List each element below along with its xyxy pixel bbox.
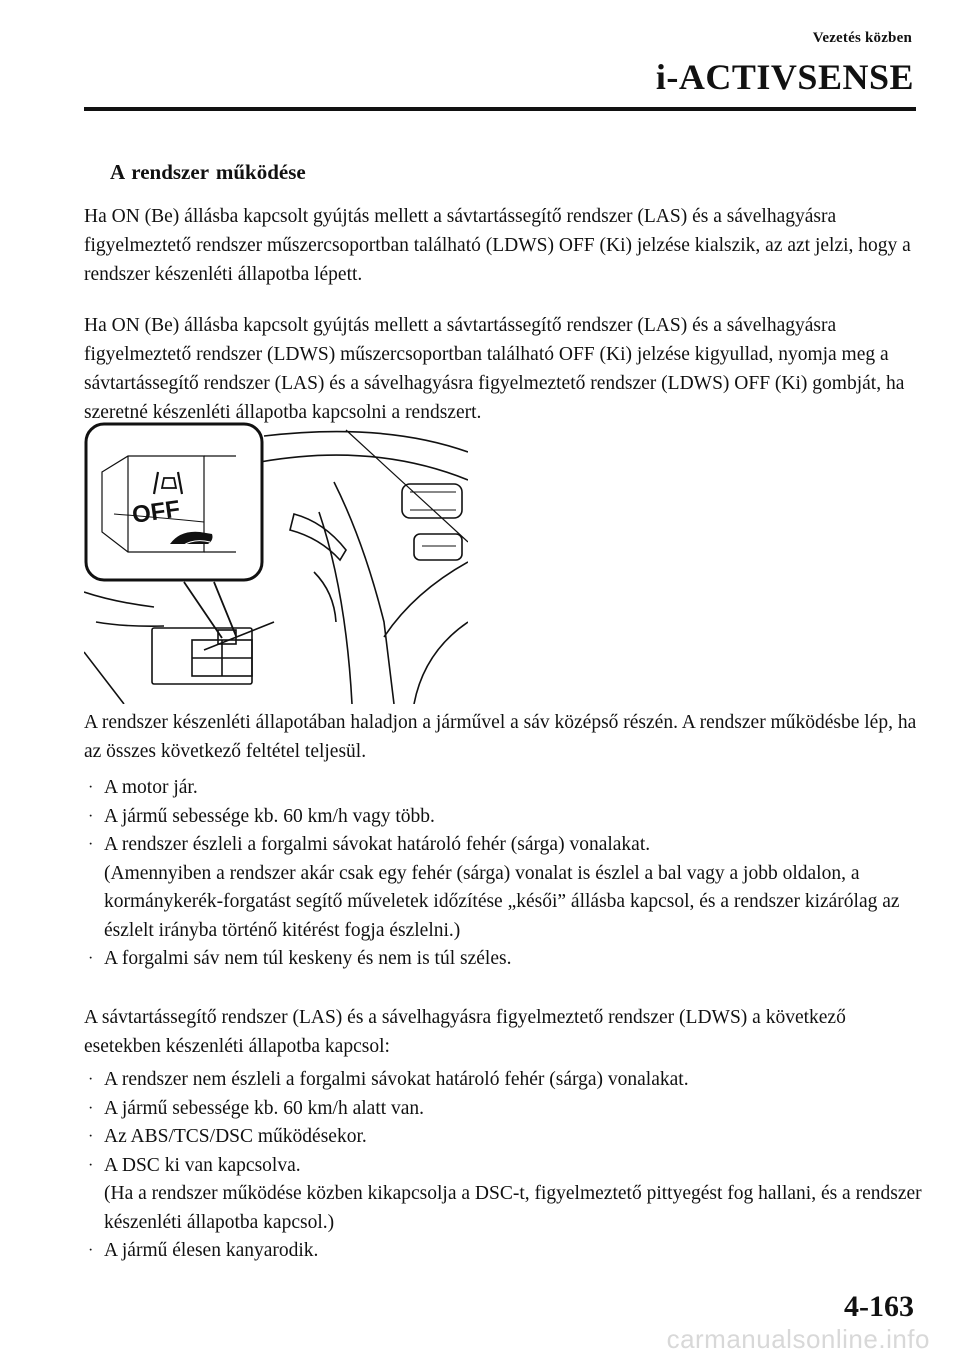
list-item-text: A jármű sebessége kb. 60 km/h vagy több.	[104, 805, 435, 827]
list-item	[84, 1095, 924, 1124]
bullet: ·	[88, 836, 94, 853]
list-item	[84, 803, 924, 832]
list-item	[84, 831, 924, 945]
bullet: ·	[88, 1071, 94, 1088]
list-item-text: A motor jár.	[104, 777, 198, 798]
paragraph-standby-indicator: Ha ON (Be) állásba kapcsolt gyújtás mellett a sávtartássegítő rendszer (LAS) és a sávelhagyásra figyelmeztető rendszer műszercsoportban található (LDWS) OFF (Ki) jelzése kialszik, az azt jelzi, hogy a rendszer készenléti állapotba lépett.	[84, 206, 911, 285]
list-item	[84, 945, 924, 974]
standby-cases-list	[84, 1066, 924, 1266]
paragraph-activation-conditions: A rendszer készenléti állapotában haladjon a járművel a sáv középső részén. A rendszer működésbe lép, ha az összes következő feltétel teljesül.	[84, 712, 917, 762]
list-item-text: A rendszer nem észleli a forgalmi sávokat határoló fehér (sárga) vonalakat.	[104, 1069, 689, 1090]
list-item-text: A DSC ki van kapcsolva.	[104, 1154, 301, 1176]
list-item-text: Az ABS/TCS/DSC működésekor.	[104, 1126, 367, 1147]
paragraph-off-switch: Ha ON (Be) állásba kapcsolt gyújtás mellett a sávtartássegítő rendszer (LAS) és a sávelhagyásra figyelmeztető rendszer (LDWS) műszercsoportban található OFF (Ki) jelzése kigyullad, nyomja meg a sávtartássegítő rendszer (LAS) és a sávelhagyásra figyelmeztető rendszer (LDWS) OFF (Ki) gombját, ha szeretné készenléti állapotba kapcsolni a rendszert.	[84, 315, 905, 423]
bullet: ·	[88, 1128, 94, 1145]
list-item	[84, 1152, 924, 1238]
watermark: carmanualsonline.info	[666, 1324, 930, 1354]
list-item-text: A rendszer észleli a forgalmi sávokat határoló fehér (sárga) vonalakat.	[104, 834, 651, 855]
list-item-text: A jármű sebessége kb. 60 km/h alatt van.	[104, 1097, 425, 1119]
list-item-text: A forgalmi sáv nem túl keskeny és nem is túl széles.	[104, 948, 512, 969]
list-item-text: A jármű élesen kanyarodik.	[104, 1240, 319, 1261]
paragraph-standby-cases: A sávtartássegítő rendszer (LAS) és a sávelhagyásra figyelmeztető rendszer (LDWS) a következő esetekben készenléti állapotba kapcsol:	[84, 1007, 846, 1057]
bullet: ·	[88, 1156, 94, 1174]
chapter-title: i-ACTIVSENSE	[655, 57, 914, 97]
bullet: ·	[88, 1242, 94, 1259]
section-title: Vezetés közben	[812, 30, 912, 46]
header-divider	[84, 107, 916, 111]
bullet: ·	[88, 807, 94, 825]
list-item	[84, 1066, 924, 1095]
off-button-label: OFF	[130, 495, 182, 529]
bullet: ·	[88, 1099, 94, 1117]
lane-keep-off-switch-figure	[84, 422, 468, 704]
page-number: 4-163	[844, 1290, 914, 1323]
list-item	[84, 774, 924, 803]
bullet: ·	[88, 779, 94, 796]
list-item-note: (Amennyiben a rendszer akár csak egy fehér (sárga) vonalat is észlel a bal vagy a jobb oldalon, a kormánykerék-forgatást segítő műveletek időzítése „késői” állásba kapcsol, és a rendszer kizárólag az észlelt irányba történő kitérést fogja észlelni.)	[104, 862, 900, 941]
list-item-note: (Ha a rendszer működése közben kikapcsolja a DSC-t, figyelmeztető pittyegést fog hallani, és a rendszer készenléti állapotba kapcsol.)	[104, 1183, 922, 1233]
bullet: ·	[88, 950, 94, 967]
activation-conditions-list	[84, 774, 924, 974]
section-heading: A rendszer működése	[110, 160, 306, 184]
list-item	[84, 1123, 924, 1152]
list-item	[84, 1237, 924, 1266]
